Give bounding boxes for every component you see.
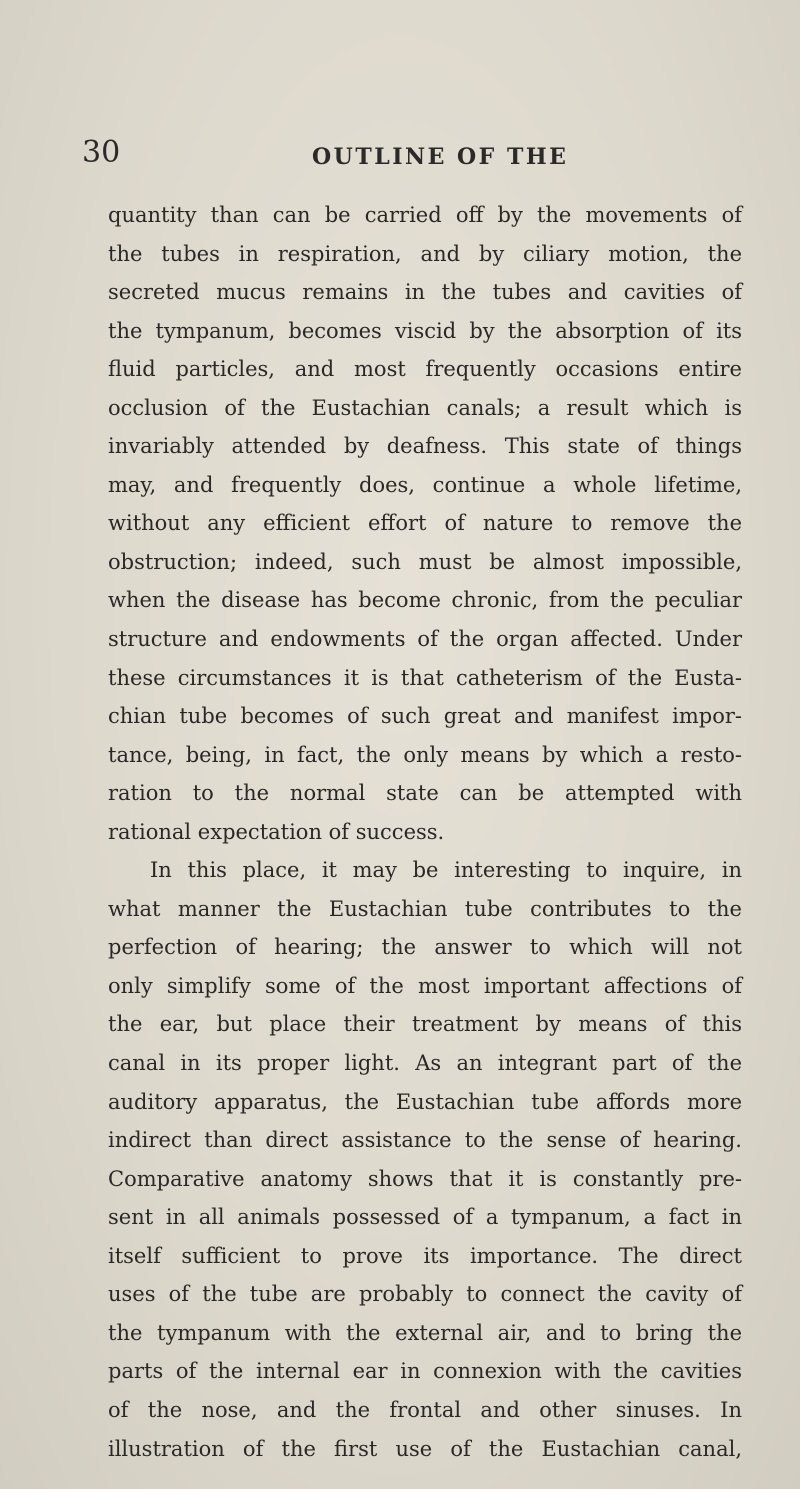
text-line: illustration of the first use of the Eustachian canal, [108, 1436, 742, 1461]
paragraph-end-line: rational expectation of success. [108, 819, 445, 844]
paragraph-start-line: In this place, it may be interesting to inquire, in [150, 858, 742, 883]
text-line: tance, being, in fact, the only means by which a resto- [108, 742, 742, 767]
text-line: the tympanum with the external air, and to bring the [108, 1320, 742, 1345]
body-text [108, 196, 742, 1468]
text-line: occlusion of the Eustachian canals; a result which is [108, 395, 742, 420]
running-head: OUTLINE OF THE [312, 144, 569, 170]
text-line: these circumstances it is that catheterism of the Eusta- [108, 665, 742, 690]
text-line: obstruction; indeed, such must be almost impossible, [108, 549, 742, 574]
text-line: the tubes in respiration, and by ciliary motion, the [108, 241, 742, 266]
text-line: only simplify some of the most important affections of [108, 973, 742, 998]
text-line: indirect than direct assistance to the sense of hearing. [108, 1128, 742, 1153]
text-line: perfection of hearing; the answer to which will not [108, 935, 742, 960]
text-line: Comparative anatomy shows that it is constantly pre- [108, 1166, 742, 1191]
text-line: of the nose, and the frontal and other sinuses. In [108, 1397, 742, 1422]
text-line: itself sufficient to prove its importance. The direct [108, 1243, 742, 1268]
text-line: ration to the normal state can be attempted with [108, 781, 742, 806]
text-line: may, and frequently does, continue a whole lifetime, [108, 472, 742, 497]
text-line: chian tube becomes of such great and manifest impor- [108, 704, 742, 729]
text-line: what manner the Eustachian tube contributes to the [108, 896, 742, 921]
text-line: fluid particles, and most frequently occasions entire [108, 357, 742, 382]
text-line: sent in all animals possessed of a tympanum, a fact in [108, 1205, 742, 1230]
text-line: without any efficient effort of nature to remove the [108, 511, 742, 536]
text-line: secreted mucus remains in the tubes and cavities of [108, 280, 742, 305]
text-line: the ear, but place their treatment by means of this [108, 1012, 742, 1037]
text-line: quantity than can be carried off by the movements of [108, 203, 742, 227]
page-number: 30 [82, 135, 121, 170]
text-line: canal in its proper light. As an integrant part of the [108, 1051, 742, 1076]
text-line: structure and endowments of the organ affected. Under [108, 627, 742, 652]
text-line: the tympanum, becomes viscid by the absorption of its [108, 318, 742, 343]
text-line: uses of the tube are probably to connect the cavity of [108, 1282, 742, 1307]
text-line: when the disease has become chronic, from the peculiar [108, 588, 742, 613]
text-line: auditory apparatus, the Eustachian tube affords more [108, 1089, 742, 1114]
text-line: invariably attended by deafness. This state of things [108, 434, 742, 459]
page-header [82, 135, 742, 178]
text-line: parts of the internal ear in connexion with the cavities [108, 1359, 742, 1384]
